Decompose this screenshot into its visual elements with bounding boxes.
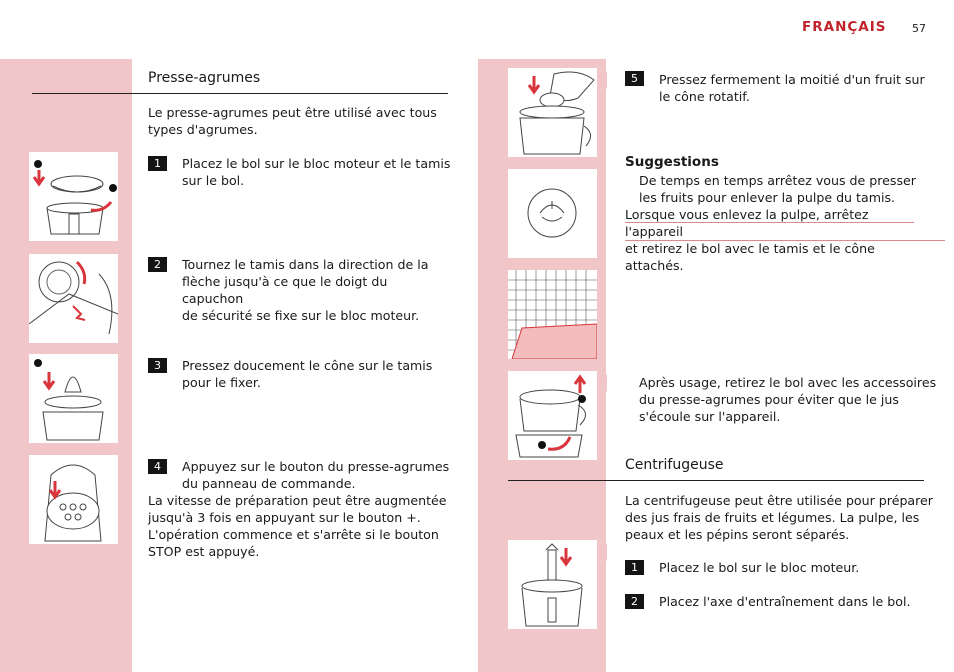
illustration-notch <box>118 458 128 476</box>
centrifuge-step-number-2: 2 <box>625 594 644 609</box>
underline-rule <box>625 240 945 241</box>
remove-bowl-illustration <box>508 371 597 460</box>
pulp-grid-illustration <box>508 270 597 359</box>
section-rule <box>32 93 448 94</box>
press-cone-illustration <box>29 354 118 443</box>
intro-text: Le presse-agrumes peut être utilisé avec tous types d'agrumes. <box>148 105 437 137</box>
illustration-notch <box>118 155 128 173</box>
step-3-text: Pressez doucement le cône sur le tamis pour le fixer. <box>182 358 433 390</box>
illustration-notch <box>118 357 128 375</box>
assembly-bowl-sieve-illustration <box>29 152 118 241</box>
illustration-notch <box>118 257 128 275</box>
centrifuge-step-number-1: 1 <box>625 560 644 575</box>
illustration-notch <box>597 71 607 89</box>
section-title-centrifugeuse: Centrifugeuse <box>625 457 724 473</box>
illustration-notch <box>597 543 607 561</box>
step-5-text: Pressez fermement la moitié d'un fruit sur le cône rotatif. <box>659 72 925 104</box>
suggestions-title: Suggestions <box>625 154 719 170</box>
illustration-notch <box>597 374 607 392</box>
suggestions-underlined-text: Lorsque vous enlevez la pulpe, arrêtez l'appareil et retirez le bol avec le tamis et le cône attachés. <box>625 207 875 273</box>
shaft-into-bowl-illustration <box>508 540 597 629</box>
section-title-presse-agrumes: Presse-agrumes <box>148 70 261 86</box>
centrifuge-step-1-text: Placez le bol sur le bloc moteur. <box>659 560 860 575</box>
centrifugeuse-intro: La centrifugeuse peut être utilisée pour préparer des jus frais de fruits et légumes. La pulpe, les peaux et les pépins seront séparés. <box>625 493 933 542</box>
cone-top-view-illustration <box>508 169 597 258</box>
section-rule <box>508 480 924 481</box>
step-number-4: 4 <box>148 459 167 474</box>
centrifuge-step-2-text: Placez l'axe d'entraînement dans le bol. <box>659 594 911 609</box>
suggestions-text: De temps en temps arrêtez vous de presser les fruits pour enlever la pulpe du tamis. <box>639 173 916 205</box>
control-panel-button-illustration <box>29 455 118 544</box>
step-number-1: 1 <box>148 156 167 171</box>
page-number: 57 <box>912 22 926 35</box>
step-number-3: 3 <box>148 358 167 373</box>
after-use-text: Après usage, retirez le bol avec les accessoires du presse-agrumes pour éviter que le jus s'écoule sur l'appareil. <box>639 375 937 424</box>
step-number-5: 5 <box>625 71 644 86</box>
step-4-note: La vitesse de préparation peut être augmentée jusqu'à 3 fois en appuyant sur le bouton +. L'opération commence et s'arrête si le bouton STOP est appuyé. <box>148 493 447 559</box>
step-2-text: Tournez le tamis dans la direction de la flèche jusqu'à ce que le doigt du capuchon de sécurité se fixe sur le bloc moteur. <box>182 257 429 323</box>
step-1-text: Placez le bol sur le bloc moteur et le tamis sur le bol. <box>182 156 451 188</box>
squeeze-fruit-illustration <box>508 68 597 157</box>
underline-rule <box>625 222 914 223</box>
step-4-text: Appuyez sur le bouton du presse-agrumes du panneau de commande. <box>182 459 450 491</box>
language-header: FRANÇAIS <box>802 19 887 35</box>
rotate-sieve-illustration <box>29 254 118 343</box>
step-number-2: 2 <box>148 257 167 272</box>
